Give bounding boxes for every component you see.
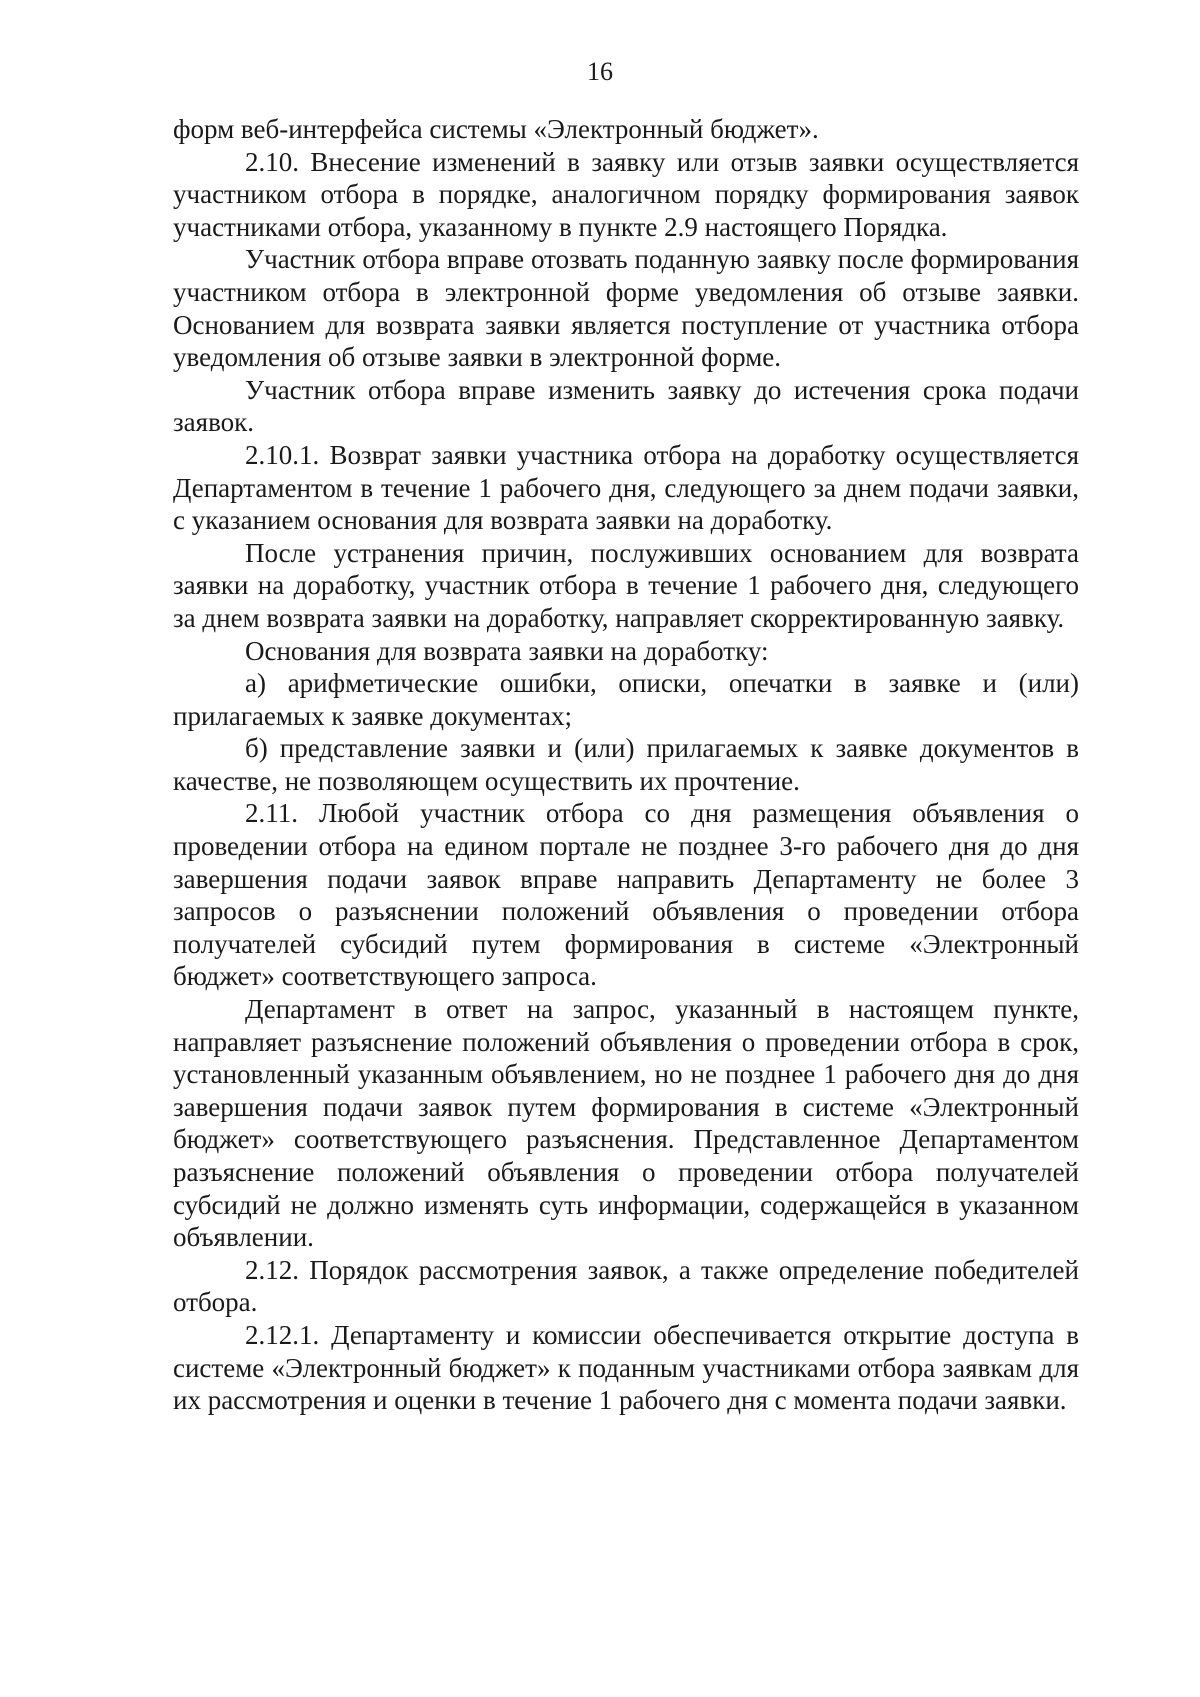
paragraph-after-correction: После устранения причин, послуживших основанием для возврата заявки на доработку, участник отбора в течение 1 рабочего дня, следующего за днем возврата заявки на доработку, направляет скорректированную заявку. — [173, 537, 1079, 633]
page-number: 16 — [587, 57, 613, 86]
paragraph-2-12-1: 2.12.1. Департаменту и комиссии обеспечивается открытие доступа в системе «Электронный бюджет» к поданным участниками отбора заявкам для их рассмотрения и оценки в течение 1 рабочего дня с момента подачи заявки. — [173, 1319, 1079, 1416]
paragraph-withdraw-application: Участник отбора вправе отозвать поданную заявку после формирования участником отбора в электронной форме уведомления об отзыве заявки. Основанием для возврата заявки является поступление от участника отбора уведомления об отзыве заявки в электронной форме. — [173, 244, 1079, 373]
paragraph-2-12: 2.12. Порядок рассмотрения заявок, а также определение победителей отбора. — [173, 1254, 1079, 1318]
paragraph-continuation: форм веб-интерфейса системы «Электронный бюджет». — [173, 114, 819, 144]
paragraph-department-response: Департамент в ответ на запрос, указанный в настоящем пункте, направляет разъяснение положений объявления о проведении отбора в срок, установленный указанным объявлением, но не позднее 1 рабочего дня до дня завершения подачи заявок путем формирования в системе «Электронный бюджет» соответствующего разъяснения. Представленное Департаментом разъяснение положений объявления о проведении отбора получателей субсидий не должно изменять суть информации, содержащейся в указанном объявлении. — [173, 994, 1079, 1253]
paragraph-2-10-1: 2.10.1. Возврат заявки участника отбора на доработку осуществляется Департаментом в течение 1 рабочего дня, следующего за днем подачи заявки, с указанием основания для возврата заявки на доработку. — [173, 439, 1079, 536]
paragraph-ground-b: б) представление заявки и (или) прилагаемых к заявке документов в качестве, не позволяющем осуществить их прочтение. — [173, 733, 1079, 796]
paragraph-change-application: Участник отбора вправе изменить заявку до истечения срока подачи заявок. — [173, 374, 1079, 438]
paragraph-2-10: 2.10. Внесение изменений в заявку или отзыв заявки осуществляется участником отбора в порядке, аналогичном порядку формирования заявок участниками отбора, указанному в пункте 2.9 настоящего Порядка. — [173, 146, 1079, 242]
paragraph-return-grounds-heading: Основания для возврата заявки на доработку: — [245, 635, 769, 666]
paragraph-ground-a: а) арифметические ошибки, описки, опечатки в заявке и (или) прилагаемых к заявке документах; — [173, 668, 1079, 731]
document-body — [173, 113, 1079, 1417]
paragraph-2-11: 2.11. Любой участник отбора со дня размещения объявления о проведении отбора на едином портале не позднее 3-го рабочего дня до дня завершения подачи заявок вправе направить Департаменту не более 3 запросов о разъяснении положений объявления о проведении отбора получателей субсидий путем формирования в системе «Электронный бюджет» соответствующего запроса. — [173, 798, 1079, 992]
